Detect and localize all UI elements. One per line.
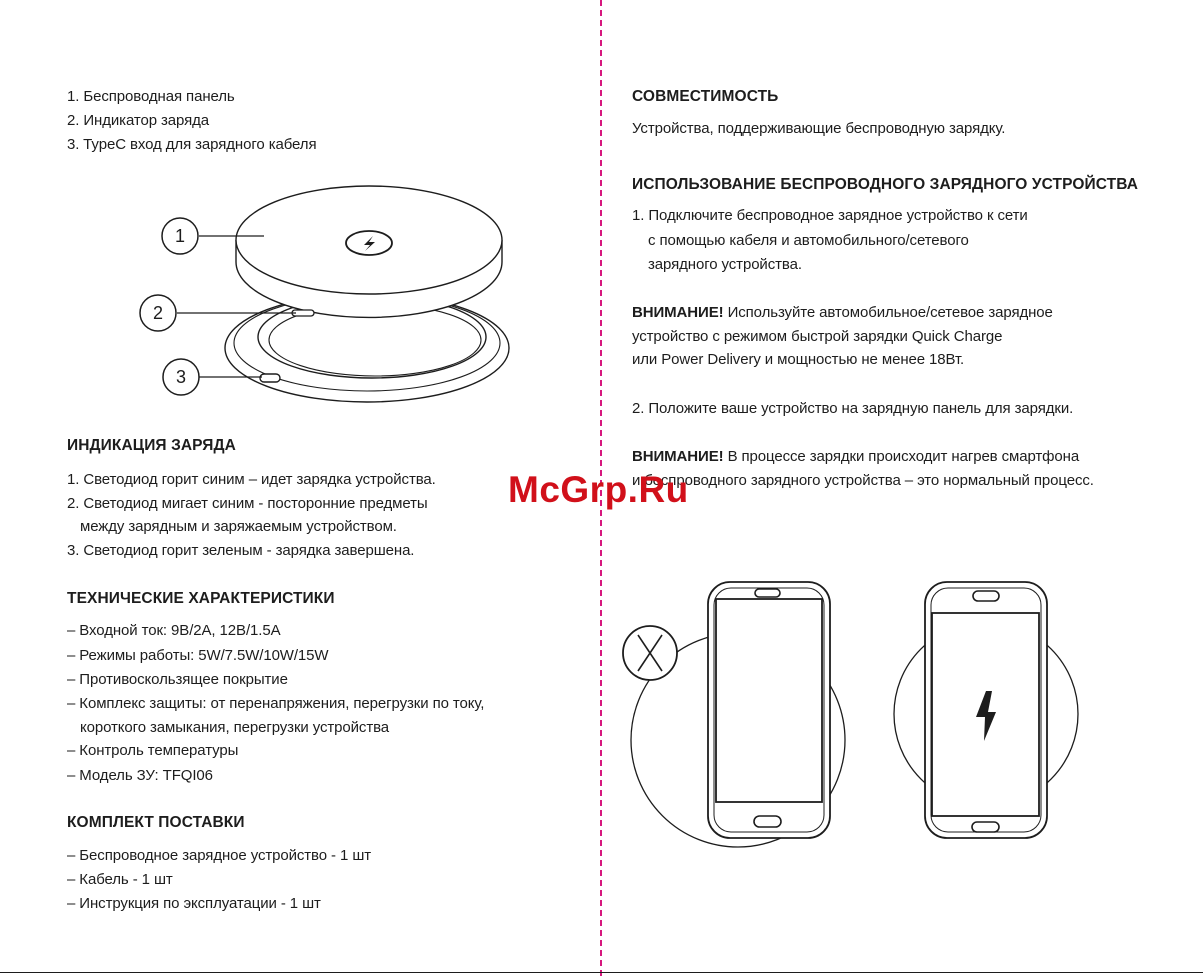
warning-text: Используйте автомобильное/сетевое зарядное <box>723 304 1053 321</box>
indication-line: 1. Светодиод горит синим – идет зарядка устройства. <box>67 471 436 488</box>
phone-placement-illustration <box>600 560 1203 860</box>
usage-step: с помощью кабеля и автомобильного/сетевого <box>648 232 969 249</box>
indication-line: между зарядным и заряжаемым устройством. <box>80 518 397 535</box>
bottom-rule <box>0 972 1203 973</box>
spec-line: – Режимы работы: 5W/7.5W/10W/15W <box>67 647 329 664</box>
callout-2-label: 2 <box>152 303 164 323</box>
section-title: ИНДИКАЦИЯ ЗАРЯДА <box>67 437 236 454</box>
section-title: СОВМЕСТИМОСТЬ <box>632 88 779 105</box>
indication-line: 3. Светодиод горит зеленым - зарядка завершена. <box>67 542 415 559</box>
package-line: – Беспроводное зарядное устройство - 1 шт <box>67 847 372 864</box>
spec-line: – Комплекс защиты: от перенапряжения, перегрузки по току, <box>67 695 485 712</box>
indication-line: 2. Светодиод мигает синим - посторонние предметы <box>67 495 428 512</box>
warning-line <box>632 448 1079 466</box>
warning-label: ВНИМАНИЕ! <box>632 304 724 321</box>
warning-text: В процессе зарядки происходит нагрев смартфона <box>723 448 1080 465</box>
package-line: – Кабель - 1 шт <box>67 871 173 888</box>
spec-line: короткого замыкания, перегрузки устройства <box>80 719 390 736</box>
cross-circle-icon <box>623 626 677 680</box>
warning-line: устройство с режимом быстрой зарядки Quick Charge <box>632 328 1003 345</box>
warning-line <box>632 304 1053 322</box>
section-title: ИСПОЛЬЗОВАНИЕ БЕСПРОВОДНОГО ЗАРЯДНОГО УСТРОЙСТВА <box>632 176 1139 193</box>
part-item: 2. Индикатор заряда <box>67 112 210 129</box>
spec-line: – Контроль температуры <box>67 742 239 759</box>
compat-text: Устройства, поддерживающие беспроводную зарядку. <box>632 120 1006 137</box>
usage-step: 2. Положите ваше устройство на зарядную панель для зарядки. <box>632 400 1074 417</box>
spec-line: – Модель ЗУ: TFQI06 <box>67 767 213 784</box>
callout-1-label: 1 <box>174 226 186 246</box>
spec-line: – Противоскользящее покрытие <box>67 671 288 688</box>
part-item: 1. Беспроводная панель <box>67 88 235 105</box>
section-title: КОМПЛЕКТ ПОСТАВКИ <box>67 814 245 831</box>
warning-label: ВНИМАНИЕ! <box>632 448 724 465</box>
warning-line: и беспроводного зарядного устройства – это нормальный процесс. <box>632 472 1094 489</box>
package-line: – Инструкция по эксплуатации - 1 шт <box>67 895 321 912</box>
callout-3-label: 3 <box>175 367 187 387</box>
usage-step: зарядного устройства. <box>648 256 802 273</box>
usage-step: 1. Подключите беспроводное зарядное устройство к сети <box>632 207 1028 224</box>
charger-illustration <box>0 0 600 420</box>
spec-line: – Входной ток: 9В/2А, 12В/1.5А <box>67 622 281 639</box>
part-item: 3. TypeC вход для зарядного кабеля <box>67 136 317 153</box>
watermark: McGrp.Ru <box>508 469 689 510</box>
section-title: ТЕХНИЧЕСКИЕ ХАРАКТЕРИСТИКИ <box>67 590 335 607</box>
warning-line: или Power Delivery и мощностью не менее 18Вт. <box>632 351 965 368</box>
